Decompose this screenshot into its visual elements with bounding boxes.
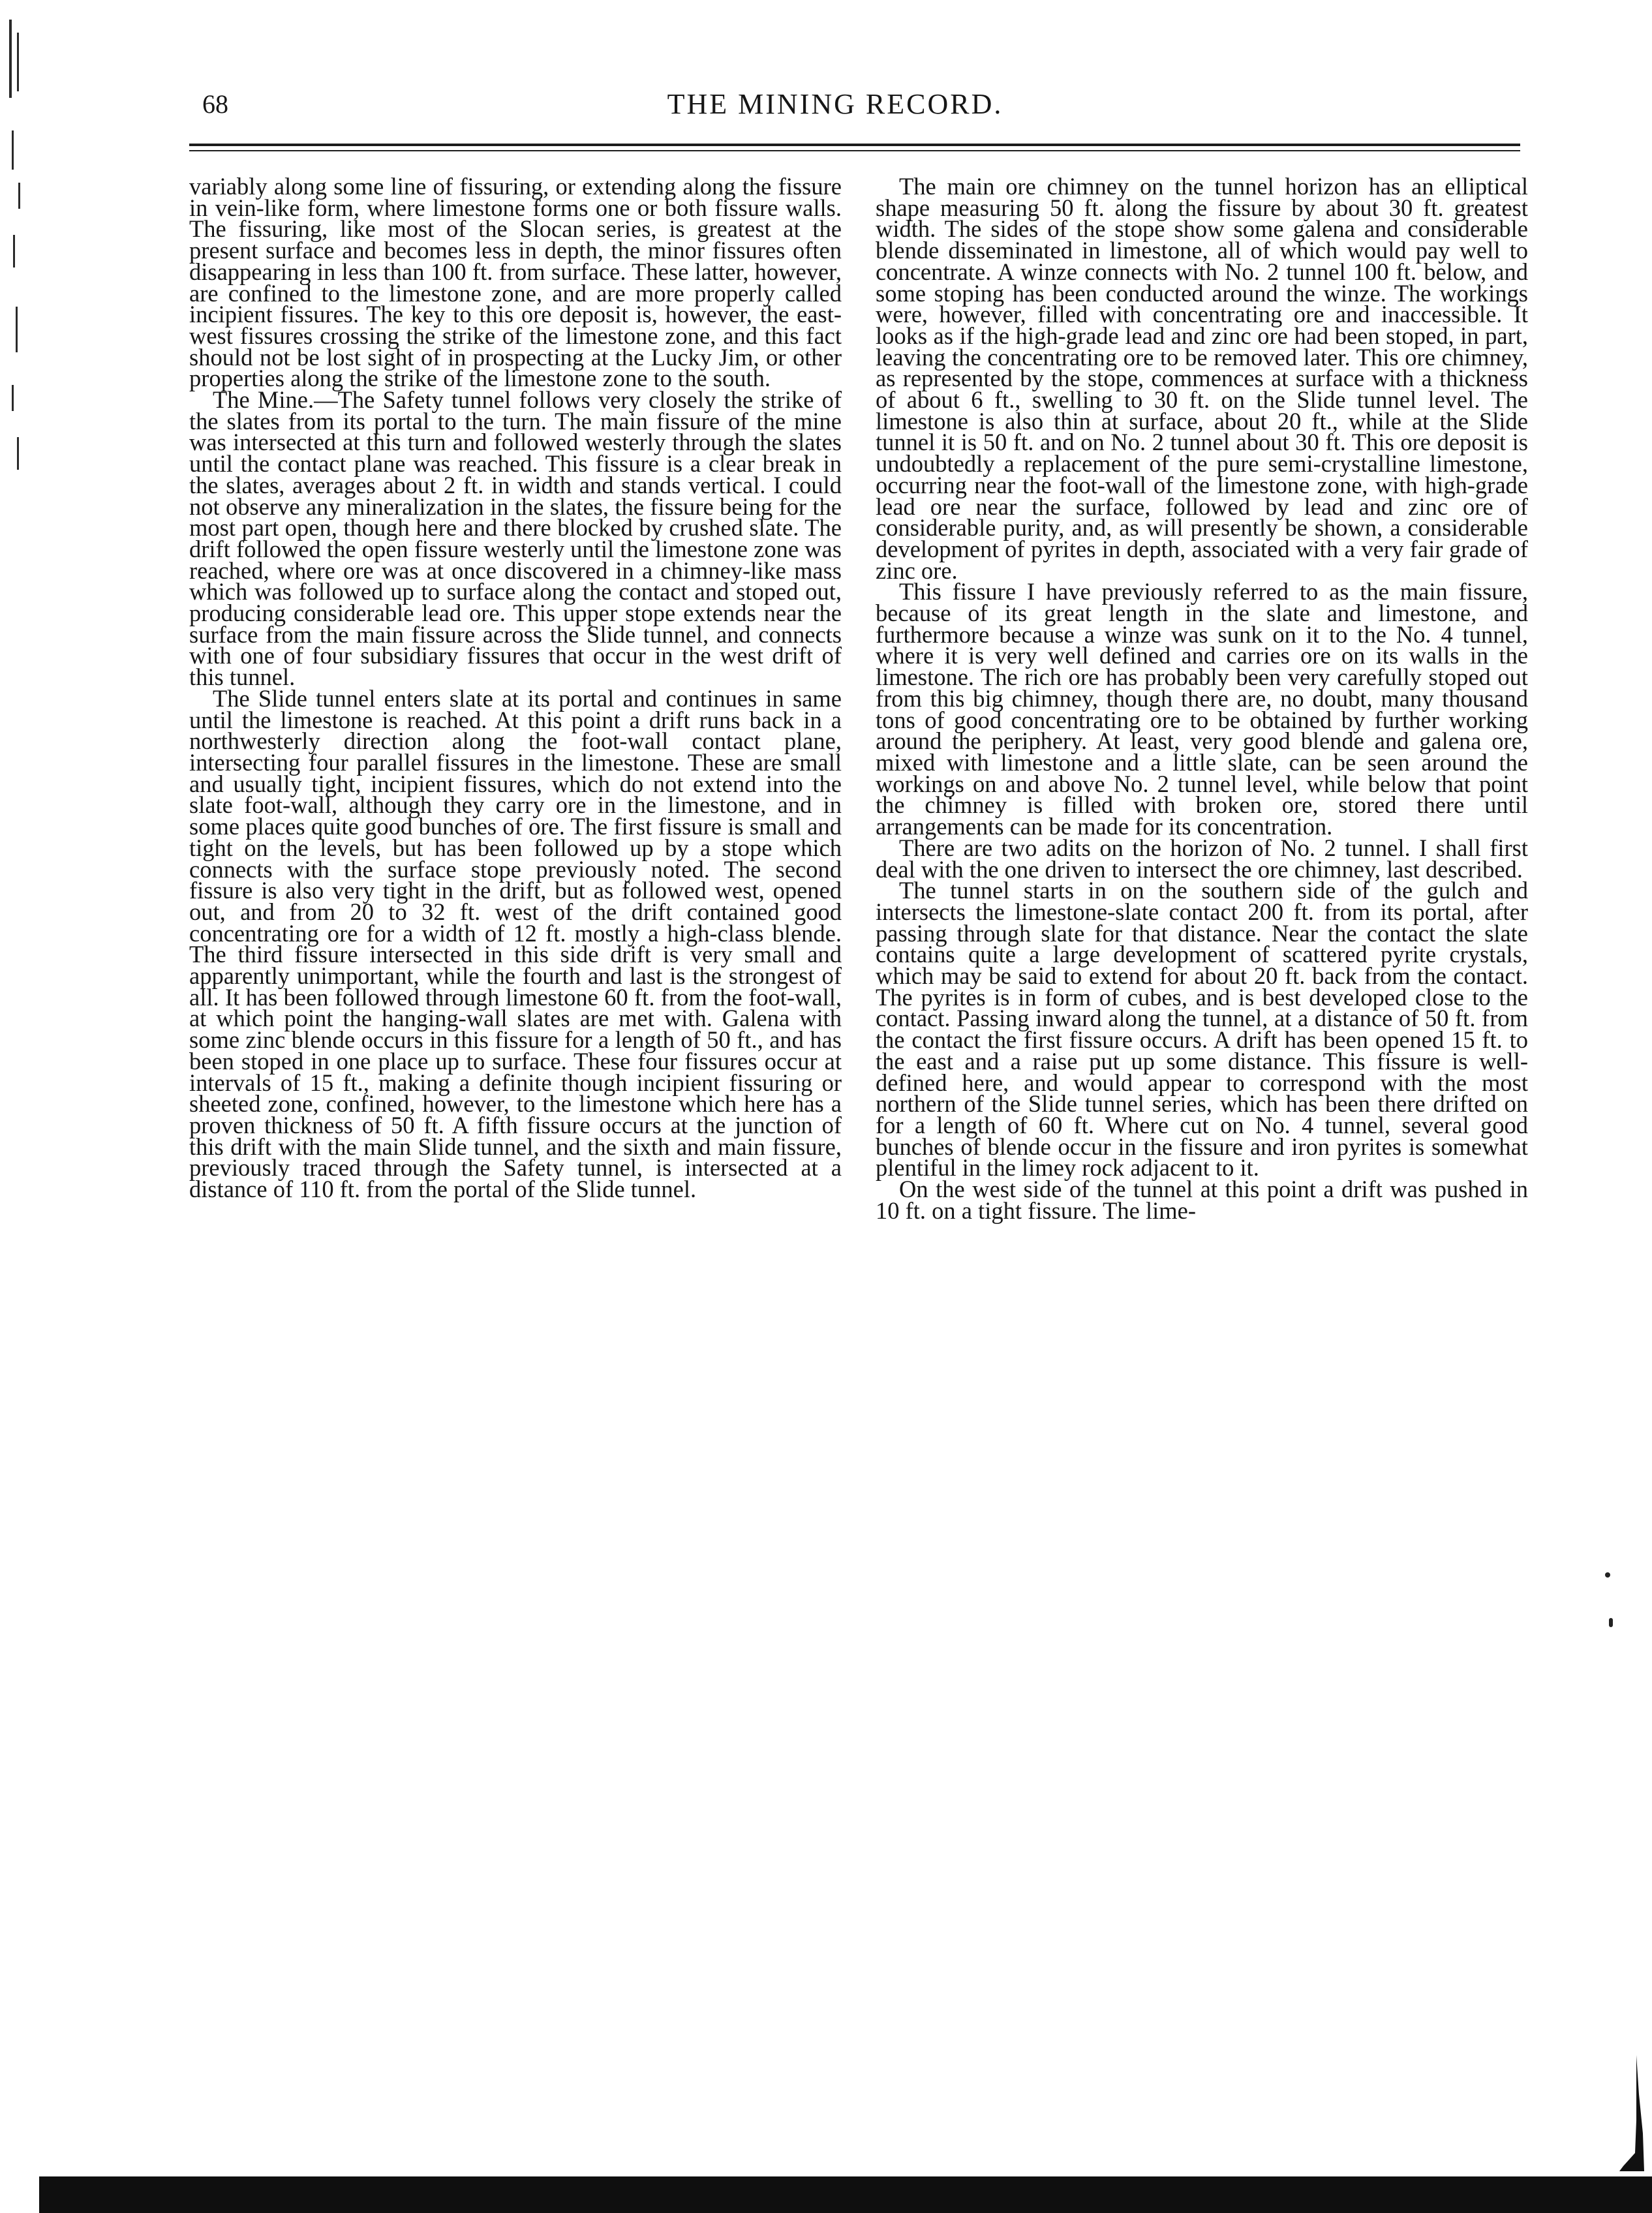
- left-column: [189, 176, 842, 2094]
- paragraph: On the west side of the tunnel at this point a drift was pushed in 10 ft. on a tight fissure. The lime-: [876, 1176, 1528, 1224]
- header-rule: [189, 144, 1520, 146]
- paragraph: variably along some line of fissuring, or extending along the fissure in vein-like form, where limestone forms one or both fissure walls. The fissuring, like most of the Slocan series, is greatest at the present surface and becomes less in depth, the minor fissures often disappearing in less than 100 ft. from surface. These latter, however, are confined to the limestone zone, and are more properly called incipient fissures. The key to this ore deposit is, however, the east-west fissures crossing the strike of the limestone zone, and this fact should not be lost sight of in prospecting at the Lucky Jim, or other properties along the strike of the limestone zone to the south.: [189, 176, 842, 392]
- paragraph: The main ore chimney on the tunnel horizon has an elliptical shape measuring 50 ft. along the fissure by about 30 ft. greatest width. The sides of the stope show some galena and considerable blende disseminated in limestone, all of which would pay well to concentrate. A winze connects with No. 2 tunnel 100 ft. below, and some stoping has been conducted around the winze. The workings were, however, filled with concentrating ore and inaccessible. It looks as if the high-grade lead and zinc ore had been stoped, in part, leaving the concentrating ore to be removed later. This ore chimney, as represented by the stope, commences at surface with a thickness of about 6 ft., swelling to 30 ft. on the Slide tunnel level. The limestone is also thin at surface, about 20 ft., while at the Slide tunnel it is 50 ft. and on No. 2 tunnel about 30 ft. This ore deposit is undoubtedly a replacement of the pure semi-crystalline limestone, occurring near the foot-wall of the limestone zone, with high-grade lead ore near the surface, followed by lead and zinc ore of considerable purity, and, as will presently be shown, a considerable development of pyrites in depth, associated with a very fair grade of zinc ore.: [876, 176, 1528, 584]
- header-rule-thin: [189, 150, 1520, 151]
- ink-speck: [1609, 1618, 1613, 1627]
- ink-speck: [1605, 1572, 1610, 1578]
- right-column: [876, 176, 1528, 2094]
- running-title: THE MINING RECORD.: [667, 88, 1003, 120]
- bottom-scan-bar: [39, 2176, 1652, 2213]
- page-number: 68: [202, 89, 228, 119]
- paragraph: The tunnel starts in on the southern side of the gulch and intersects the limestone-slate contact 200 ft. from its portal, after passing through slate for that distance. Near the contact the slate contains quite a large development of scattered pyrite crystals, which may be said to extend for about 20 ft. back from the contact. The pyrites is in form of cubes, and is best developed close to the contact. Passing inward along the tunnel, at a distance of 50 ft. from the contact the first fissure occurs. A drift has been opened 15 ft. to the east and a raise put up some distance. This fissure is well-defined here, and would appear to correspond with the most northern of the Slide tunnel series, which has been there drifted on for a length of 60 ft. Where cut on No. 4 tunnel, several good bunches of blende occur in the fissure and iron pyrites is somewhat plentiful in the limey rock adjacent to it.: [876, 877, 1528, 1182]
- binding-ink-mark: [1617, 2055, 1644, 2173]
- paragraph: The Slide tunnel enters slate at its portal and continues in same until the limestone is reached. At this point a drift runs back in a northwesterly direction along the foot-wall contact plane, intersecting four parallel fissures in the limestone. These are small and usually tight, incipient fissures, which do not extend into the slate foot-wall, although they carry ore in the limestone, and in some places quite good bunches of ore. The first fissure is small and tight on the levels, but has been followed up by a stope which connects with the surface stope previously noted. The second fissure is also very tight in the drift, but as followed west, opened out, and from 20 to 32 ft. west of the drift contained good concentrating ore for a width of 12 ft. mostly a high-class blende. The third fissure intersected in this side drift is very small and apparently unimportant, while the fourth and last is the strongest of all. It has been followed through limestone 60 ft. from the foot-wall, at which point the hanging-wall slates are met with. Galena with some zinc blende occurs in this fissure for a length of 50 ft., and has been stoped in one place up to surface. These four fissures occur at intervals of 15 ft., making a definite though incipient fissuring or sheeted zone, confined, however, to the limestone which here has a proven thickness of 50 ft. A fifth fissure occurs at the junction of this drift with the main Slide tunnel, and the sixth and main fissure, previously traced through the Safety tunnel, is intersected at a distance of 110 ft. from the portal of the Slide tunnel.: [189, 684, 842, 1203]
- paragraph: This fissure I have previously referred to as the main fissure, because of its great length in the slate and limestone, and furthermore because a winze was sunk on it to the No. 4 tunnel, where it is very well defined and carries ore on its walls in the limestone. The rich ore has probably been very carefully stoped out from this big chimney, though there are, no doubt, many thousand tons of good concentrating ore to be obtained by further working around the periphery. At least, very good blende and galena ore, mixed with limestone and a little slate, can be seen around the workings on and above No. 2 tunnel level, while below that point the chimney is filled with broken ore, stored there until arrangements can be made for its concentration.: [876, 578, 1528, 840]
- binding-marks: [9, 20, 29, 476]
- paragraph: The Mine.—The Safety tunnel follows very closely the strike of the slates from its portal to the turn. The main fissure of the mine was intersected at this turn and followed westerly through the slates until the contact plane was reached. This fissure is a clear break in the slates, averages about 2 ft. in width and stands vertical. I could not observe any mineralization in the slates, the fissure being for the most part open, though here and there blocked by crushed slate. The drift followed the open fissure westerly until the limestone zone was reached, where ore was at once discovered in a chimney-like mass which was followed up to surface along the contact and stoped out, producing considerable lead ore. This upper stope extends near the surface from the main fissure across the Slide tunnel, and connects with one of four subsidiary fissures that occur in the west drift of this tunnel.: [189, 386, 842, 691]
- paragraph: There are two adits on the horizon of No. 2 tunnel. I shall first deal with the one driven to intersect the ore chimney, last described.: [876, 834, 1528, 883]
- page-header: [150, 84, 1520, 136]
